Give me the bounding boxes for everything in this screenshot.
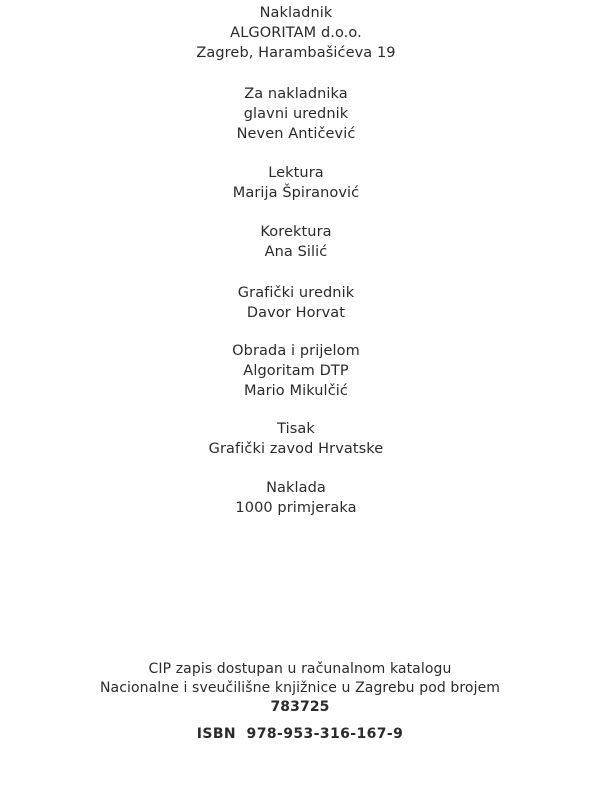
lektura-block — [0, 163, 596, 203]
cip-number: 783725 — [270, 699, 330, 715]
print-run-value: 1000 primjeraka — [235, 500, 357, 516]
cip-line-2: Nacionalne i sveučilišne knjižnice u Zagrebu pod brojem — [99, 680, 501, 696]
layout-company: Algoritam DTP — [243, 363, 349, 379]
graphic-editor-block — [0, 283, 596, 323]
graphic-editor-name: Davor Horvat — [246, 305, 346, 321]
isbn: ISBN 978-953-316-167-9 — [196, 726, 404, 742]
for-publisher-block — [0, 84, 596, 144]
lektura-label: Lektura — [268, 165, 324, 181]
print-label: Tisak — [277, 421, 315, 437]
publisher-address: Zagreb, Harambašićeva 19 — [196, 45, 396, 61]
for-publisher-name: Neven Antičević — [236, 126, 356, 142]
graphic-editor-label: Grafički urednik — [237, 285, 355, 301]
publisher-name: ALGORITAM d.o.o. — [230, 25, 362, 41]
lektura-name: Marija Špiranović — [232, 185, 360, 201]
print-name: Grafički zavod Hrvatske — [208, 441, 384, 457]
cip-block — [0, 660, 600, 717]
print-run-block — [0, 478, 596, 518]
korektura-label: Korektura — [260, 224, 332, 240]
for-publisher-role: glavni urednik — [243, 106, 349, 122]
korektura-block — [0, 222, 596, 262]
cip-line-1: CIP zapis dostupan u računalnom katalogu — [148, 661, 452, 677]
layout-name: Mario Mikulčić — [244, 383, 348, 399]
layout-label: Obrada i prijelom — [232, 343, 360, 359]
isbn-block — [0, 724, 600, 744]
print-run-label: Naklada — [266, 480, 326, 496]
publisher-label: Nakladnik — [259, 5, 333, 21]
publisher-block — [0, 3, 596, 63]
layout-block — [0, 341, 596, 401]
for-publisher-label: Za nakladnika — [244, 86, 348, 102]
print-block — [0, 419, 596, 459]
korektura-name: Ana Silić — [264, 244, 328, 260]
